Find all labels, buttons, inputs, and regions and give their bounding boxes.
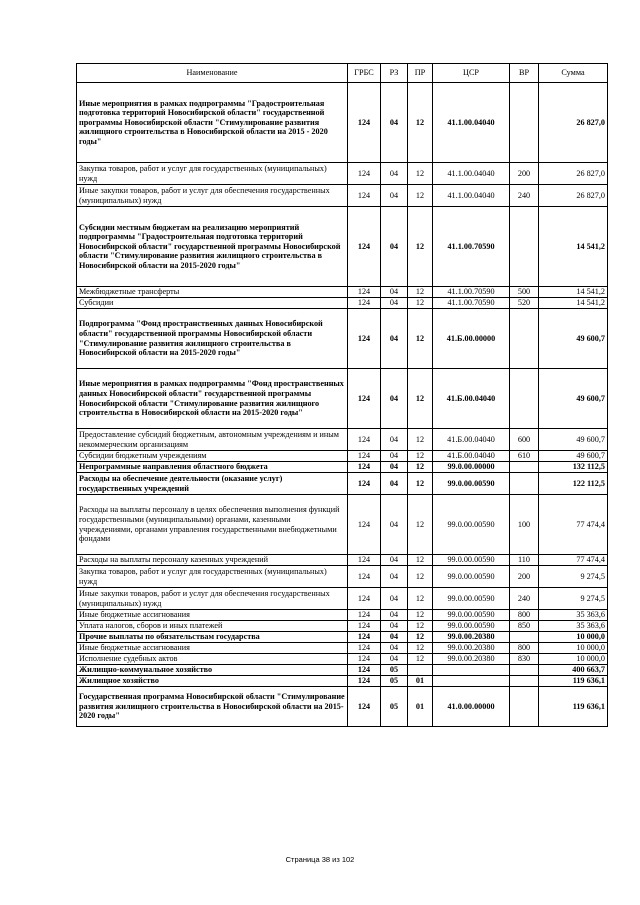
cell-pr: 12 — [408, 555, 433, 566]
cell-pr: 12 — [408, 473, 433, 495]
cell-rz: 04 — [381, 207, 408, 287]
cell-vr: 850 — [510, 621, 539, 632]
header-vr: ВР — [510, 64, 539, 83]
cell-sum: 119 636,1 — [539, 676, 608, 687]
cell-name: Уплата налогов, сборов и иных платежей — [77, 621, 348, 632]
cell-vr: 800 — [510, 643, 539, 654]
cell-pr: 12 — [408, 495, 433, 555]
cell-csr: 41.Б.00.04040 — [433, 429, 510, 451]
table-row — [77, 654, 608, 665]
table-row — [77, 495, 608, 555]
cell-pr: 12 — [408, 654, 433, 665]
cell-pr: 12 — [408, 207, 433, 287]
cell-sum: 9 274,5 — [539, 566, 608, 588]
cell-csr: 99.0.00.00590 — [433, 555, 510, 566]
table-row — [77, 687, 608, 727]
cell-sum: 26 827,0 — [539, 83, 608, 163]
cell-name: Предоставление субсидий бюджетным, автономным учреждениям и иным некоммерческим организациям — [77, 429, 348, 451]
header-pr: ПР — [408, 64, 433, 83]
cell-name: Расходы на выплаты персоналу в целях обеспечения выполнения функций государственными (муниципальными) органами, казенными учреждениями, органами управления государственными внебюджетными фондами — [77, 495, 348, 555]
cell-rz: 04 — [381, 462, 408, 473]
cell-vr — [510, 462, 539, 473]
cell-grbs: 124 — [348, 654, 381, 665]
cell-rz: 05 — [381, 665, 408, 676]
cell-vr: 600 — [510, 429, 539, 451]
cell-sum: 49 600,7 — [539, 369, 608, 429]
cell-vr: 200 — [510, 566, 539, 588]
cell-name: Жилищное хозяйство — [77, 676, 348, 687]
cell-rz: 04 — [381, 451, 408, 462]
cell-sum: 10 000,0 — [539, 632, 608, 643]
cell-sum: 77 474,4 — [539, 495, 608, 555]
cell-grbs: 124 — [348, 309, 381, 369]
cell-rz: 04 — [381, 369, 408, 429]
cell-vr: 240 — [510, 185, 539, 207]
table-row — [77, 555, 608, 566]
cell-vr — [510, 687, 539, 727]
cell-vr: 100 — [510, 495, 539, 555]
cell-sum: 10 000,0 — [539, 643, 608, 654]
cell-grbs: 124 — [348, 369, 381, 429]
cell-pr: 12 — [408, 298, 433, 309]
cell-csr — [433, 665, 510, 676]
header-sum: Сумма — [539, 64, 608, 83]
header-csr: ЦСР — [433, 64, 510, 83]
cell-rz: 04 — [381, 185, 408, 207]
cell-sum: 26 827,0 — [539, 163, 608, 185]
cell-name: Исполнение судебных актов — [77, 654, 348, 665]
cell-vr: 110 — [510, 555, 539, 566]
cell-grbs: 124 — [348, 462, 381, 473]
cell-sum: 49 600,7 — [539, 309, 608, 369]
table-row — [77, 451, 608, 462]
cell-grbs: 124 — [348, 287, 381, 298]
cell-vr — [510, 207, 539, 287]
cell-grbs: 124 — [348, 610, 381, 621]
cell-sum: 10 000,0 — [539, 654, 608, 665]
cell-grbs: 124 — [348, 298, 381, 309]
cell-rz: 04 — [381, 429, 408, 451]
cell-csr: 41.1.00.70590 — [433, 287, 510, 298]
cell-vr: 240 — [510, 588, 539, 610]
cell-rz: 04 — [381, 555, 408, 566]
cell-rz: 04 — [381, 298, 408, 309]
cell-csr: 99.0.00.00590 — [433, 473, 510, 495]
page-number: Страница 38 из 102 — [285, 855, 355, 864]
table-row — [77, 185, 608, 207]
cell-vr: 500 — [510, 287, 539, 298]
cell-vr — [510, 665, 539, 676]
cell-grbs: 124 — [348, 632, 381, 643]
table-body — [77, 83, 608, 727]
table-row — [77, 287, 608, 298]
cell-grbs: 124 — [348, 676, 381, 687]
cell-grbs: 124 — [348, 451, 381, 462]
cell-rz: 04 — [381, 654, 408, 665]
table-row — [77, 429, 608, 451]
cell-rz: 05 — [381, 687, 408, 727]
table-row — [77, 298, 608, 309]
table-row — [77, 462, 608, 473]
cell-pr: 12 — [408, 451, 433, 462]
cell-csr: 99.0.00.00590 — [433, 588, 510, 610]
cell-csr: 41.Б.00.00000 — [433, 309, 510, 369]
cell-name: Субсидии — [77, 298, 348, 309]
cell-name: Прочие выплаты по обязательствам государства — [77, 632, 348, 643]
cell-grbs: 124 — [348, 83, 381, 163]
table-header-row — [77, 64, 608, 83]
cell-sum: 35 363,6 — [539, 621, 608, 632]
cell-rz: 04 — [381, 287, 408, 298]
cell-csr: 99.0.00.00000 — [433, 462, 510, 473]
cell-grbs: 124 — [348, 429, 381, 451]
table-row — [77, 610, 608, 621]
table-row — [77, 83, 608, 163]
cell-csr: 41.1.00.04040 — [433, 185, 510, 207]
cell-pr: 12 — [408, 163, 433, 185]
cell-name: Государственная программа Новосибирской области "Стимулирование развития жилищного строительства в Новосибирской области на 2015-2020 годы" — [77, 687, 348, 727]
cell-grbs: 124 — [348, 566, 381, 588]
table-row — [77, 632, 608, 643]
cell-name: Иные закупки товаров, работ и услуг для обеспечения государственных (муниципальных) нужд — [77, 185, 348, 207]
cell-pr: 12 — [408, 287, 433, 298]
cell-csr: 41.0.00.00000 — [433, 687, 510, 727]
cell-sum: 14 541,2 — [539, 287, 608, 298]
cell-name: Подпрограмма "Фонд пространственных данных Новосибирской области" государственной программы Новосибирской области "Стимулирование развития жилищного строительства в Новосибирской области на 2015-2020 годы" — [77, 309, 348, 369]
cell-grbs: 124 — [348, 588, 381, 610]
cell-csr: 99.0.00.20380 — [433, 632, 510, 643]
table-row — [77, 643, 608, 654]
cell-csr: 41.1.00.04040 — [433, 163, 510, 185]
table-row — [77, 473, 608, 495]
cell-pr: 01 — [408, 676, 433, 687]
table-row — [77, 207, 608, 287]
table-row — [77, 676, 608, 687]
cell-sum: 49 600,7 — [539, 429, 608, 451]
cell-name: Расходы на выплаты персоналу казенных учреждений — [77, 555, 348, 566]
cell-csr: 99.0.00.00590 — [433, 621, 510, 632]
table-row — [77, 309, 608, 369]
cell-pr — [408, 665, 433, 676]
cell-csr: 41.1.00.70590 — [433, 207, 510, 287]
cell-pr: 12 — [408, 621, 433, 632]
cell-rz: 04 — [381, 495, 408, 555]
budget-table — [76, 63, 608, 727]
cell-grbs: 124 — [348, 207, 381, 287]
table-row — [77, 588, 608, 610]
table-row — [77, 163, 608, 185]
cell-name: Межбюджетные трансферты — [77, 287, 348, 298]
cell-vr — [510, 369, 539, 429]
cell-rz: 04 — [381, 83, 408, 163]
cell-vr: 200 — [510, 163, 539, 185]
cell-name: Иные мероприятия в рамках подпрограммы "Фонд пространственных данных Новосибирской области" государственной программы Новосибирской области "Стимулирование развития жилищного строительства в Новосибирской области на 2015-2020 годы" — [77, 369, 348, 429]
cell-sum: 122 112,5 — [539, 473, 608, 495]
cell-grbs: 124 — [348, 495, 381, 555]
cell-sum: 26 827,0 — [539, 185, 608, 207]
cell-vr — [510, 632, 539, 643]
cell-grbs: 124 — [348, 621, 381, 632]
cell-rz: 04 — [381, 163, 408, 185]
cell-sum: 132 112,5 — [539, 462, 608, 473]
cell-vr — [510, 83, 539, 163]
cell-grbs: 124 — [348, 555, 381, 566]
cell-pr: 12 — [408, 632, 433, 643]
header-name: Наименование — [77, 64, 348, 83]
cell-sum: 400 663,7 — [539, 665, 608, 676]
header-grbs: ГРБС — [348, 64, 381, 83]
cell-sum: 35 363,6 — [539, 610, 608, 621]
cell-name: Субсидии бюджетным учреждениям — [77, 451, 348, 462]
cell-sum: 9 274,5 — [539, 588, 608, 610]
cell-name: Закупка товаров, работ и услуг для государственных (муниципальных) нужд — [77, 566, 348, 588]
cell-pr: 12 — [408, 566, 433, 588]
cell-vr — [510, 309, 539, 369]
cell-rz: 05 — [381, 676, 408, 687]
cell-csr: 99.0.00.00590 — [433, 495, 510, 555]
cell-pr: 01 — [408, 687, 433, 727]
cell-csr: 99.0.00.00590 — [433, 610, 510, 621]
cell-name: Закупка товаров, работ и услуг для государственных (муниципальных) нужд — [77, 163, 348, 185]
cell-csr: 41.Б.00.04040 — [433, 369, 510, 429]
cell-csr: 41.1.00.04040 — [433, 83, 510, 163]
cell-vr: 610 — [510, 451, 539, 462]
cell-vr — [510, 676, 539, 687]
cell-rz: 04 — [381, 643, 408, 654]
cell-pr: 12 — [408, 83, 433, 163]
cell-grbs: 124 — [348, 665, 381, 676]
cell-pr: 12 — [408, 185, 433, 207]
cell-csr: 99.0.00.00590 — [433, 566, 510, 588]
cell-rz: 04 — [381, 632, 408, 643]
table-row — [77, 665, 608, 676]
header-rz: РЗ — [381, 64, 408, 83]
table-row — [77, 621, 608, 632]
cell-rz: 04 — [381, 610, 408, 621]
cell-grbs: 124 — [348, 473, 381, 495]
cell-grbs: 124 — [348, 687, 381, 727]
cell-csr: 99.0.00.20380 — [433, 654, 510, 665]
cell-name: Иные бюджетные ассигнования — [77, 643, 348, 654]
cell-pr: 12 — [408, 369, 433, 429]
cell-sum: 49 600,7 — [539, 451, 608, 462]
cell-csr: 99.0.00.20380 — [433, 643, 510, 654]
cell-rz: 04 — [381, 309, 408, 369]
cell-csr: 41.1.00.70590 — [433, 298, 510, 309]
cell-sum: 119 636,1 — [539, 687, 608, 727]
cell-name: Жилищно-коммунальное хозяйство — [77, 665, 348, 676]
cell-grbs: 124 — [348, 643, 381, 654]
cell-grbs: 124 — [348, 185, 381, 207]
cell-sum: 14 541,2 — [539, 207, 608, 287]
cell-name: Иные бюджетные ассигнования — [77, 610, 348, 621]
cell-vr: 800 — [510, 610, 539, 621]
cell-csr — [433, 676, 510, 687]
cell-vr — [510, 473, 539, 495]
cell-pr: 12 — [408, 588, 433, 610]
cell-sum: 77 474,4 — [539, 555, 608, 566]
cell-name: Расходы на обеспечение деятельности (оказание услуг) государственных учреждений — [77, 473, 348, 495]
cell-vr: 520 — [510, 298, 539, 309]
cell-csr: 41.Б.00.04040 — [433, 451, 510, 462]
cell-rz: 04 — [381, 621, 408, 632]
cell-pr: 12 — [408, 309, 433, 369]
cell-name: Иные закупки товаров, работ и услуг для обеспечения государственных (муниципальных) нужд — [77, 588, 348, 610]
cell-pr: 12 — [408, 610, 433, 621]
table-row — [77, 369, 608, 429]
cell-rz: 04 — [381, 566, 408, 588]
cell-rz: 04 — [381, 588, 408, 610]
cell-rz: 04 — [381, 473, 408, 495]
table-row — [77, 566, 608, 588]
cell-name: Иные мероприятия в рамках подпрограммы "Градостроительная подготовка территорий Новосибирской области" государственной программы Новосибирской области "Стимулирование развития жилищного строительства в Новосибирской области на 2015 - 2020 годы" — [77, 83, 348, 163]
cell-name: Непрограммные направления областного бюджета — [77, 462, 348, 473]
cell-sum: 14 541,2 — [539, 298, 608, 309]
cell-vr: 830 — [510, 654, 539, 665]
cell-pr: 12 — [408, 429, 433, 451]
cell-pr: 12 — [408, 643, 433, 654]
cell-pr: 12 — [408, 462, 433, 473]
cell-grbs: 124 — [348, 163, 381, 185]
cell-name: Субсидии местным бюджетам на реализацию мероприятий подпрограммы "Градостроительная подготовка территорий Новосибирской области" государственной программы Новосибирской области "Стимулирование развития жилищного строительства в Новосибирской области на 2015-2020 годы" — [77, 207, 348, 287]
